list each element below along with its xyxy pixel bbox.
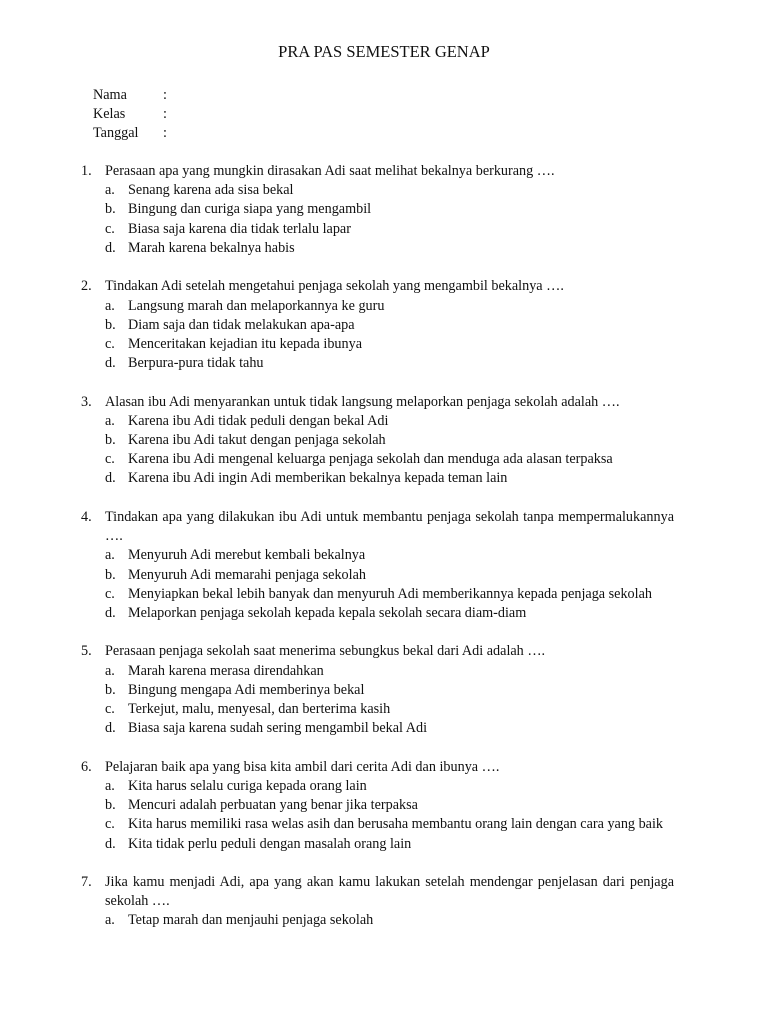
option-text: Karena ibu Adi ingin Adi memberikan bekalnya kepada teman lain <box>128 470 508 487</box>
option-text: Kita tidak perlu peduli dengan masalah orang lain <box>128 835 412 852</box>
answer-option <box>81 431 674 450</box>
identity-row-tanggal <box>93 124 167 143</box>
answer-option <box>81 604 674 623</box>
question-text: Tindakan apa yang dilakukan ibu Adi untuk membantu penjaga sekolah tanpa mempermalukannya …. <box>105 508 674 545</box>
answer-option <box>81 220 674 239</box>
document-title: PRA PAS SEMESTER GENAP <box>278 42 490 61</box>
option-text: Menyiapkan bekal lebih banyak dan menyuruh Adi memberikannya kepada penjaga sekolah <box>128 585 652 602</box>
option-letter: d. <box>105 470 116 487</box>
answer-option <box>81 719 674 738</box>
question-list <box>81 162 674 950</box>
option-text: Karena ibu Adi mengenal keluarga penjaga sekolah dan menduga ada alasan terpaksa <box>128 451 613 468</box>
question-text: Pelajaran baik apa yang bisa kita ambil dari cerita Adi dan ibunya …. <box>105 758 500 775</box>
answer-option <box>81 412 674 431</box>
option-text: Menyuruh Adi memarahi penjaga sekolah <box>128 566 366 583</box>
answer-option <box>81 700 674 719</box>
option-letter: b. <box>105 432 116 449</box>
identity-label: Kelas <box>93 106 126 123</box>
question-stem <box>81 873 674 911</box>
identity-label: Nama <box>93 87 127 103</box>
question-number: 7. <box>81 874 92 891</box>
question-item <box>81 277 674 373</box>
answer-option <box>81 200 674 219</box>
question-item <box>81 758 674 854</box>
question-stem <box>81 393 674 412</box>
answer-option <box>81 681 674 700</box>
option-letter: c. <box>105 451 115 468</box>
answer-option <box>81 546 674 565</box>
option-text: Biasa saja karena sudah sering mengambil bekal Adi <box>128 720 428 737</box>
option-letter: b. <box>105 566 116 583</box>
option-letter: a. <box>105 412 115 429</box>
answer-option <box>81 796 674 815</box>
option-letter: a. <box>105 777 115 794</box>
option-letter: c. <box>105 220 115 237</box>
option-letter: b. <box>105 201 116 218</box>
question-number: 5. <box>81 643 92 660</box>
option-letter: a. <box>105 912 115 929</box>
option-letter: c. <box>105 701 115 718</box>
identity-colon: : <box>163 125 167 142</box>
question-number: 3. <box>81 393 92 410</box>
option-text: Melaporkan penjaga sekolah kepada kepala sekolah secara diam-diam <box>128 604 527 621</box>
option-letter: d. <box>105 835 116 852</box>
identity-row-kelas <box>93 105 167 124</box>
option-text: Kita harus memiliki rasa welas asih dan berusaha membantu orang lain dengan cara yang baik <box>128 816 663 833</box>
question-item <box>81 873 674 931</box>
option-text: Langsung marah dan melaporkannya ke guru <box>128 297 385 314</box>
option-text: Biasa saja karena dia tidak terlalu lapar <box>128 220 351 237</box>
question-item <box>81 393 674 489</box>
option-text: Karena ibu Adi tidak peduli dengan bekal Adi <box>128 412 389 429</box>
option-letter: b. <box>105 681 116 698</box>
question-number: 1. <box>81 163 92 179</box>
option-letter: a. <box>105 662 115 679</box>
answer-option <box>81 585 674 604</box>
option-letter: d. <box>105 720 116 737</box>
option-letter: d. <box>105 239 116 256</box>
option-letter: c. <box>105 585 115 602</box>
option-text: Diam saja dan tidak melakukan apa-apa <box>128 316 355 333</box>
question-item <box>81 162 674 258</box>
option-letter: a. <box>105 297 115 314</box>
answer-option <box>81 239 674 258</box>
answer-option <box>81 566 674 585</box>
answer-option <box>81 354 674 373</box>
identity-block <box>93 86 167 144</box>
question-stem <box>81 508 674 546</box>
answer-option <box>81 911 674 930</box>
identity-colon: : <box>163 106 167 123</box>
answer-option <box>81 335 674 354</box>
question-number: 2. <box>81 278 92 295</box>
option-letter: b. <box>105 797 116 814</box>
answer-option <box>81 469 674 488</box>
option-text: Marah karena merasa direndahkan <box>128 662 324 679</box>
question-stem <box>81 162 674 181</box>
answer-option <box>81 181 674 200</box>
answer-option <box>81 815 674 834</box>
answer-option <box>81 316 674 335</box>
option-letter: d. <box>105 355 116 372</box>
question-text: Perasaan apa yang mungkin dirasakan Adi saat melihat bekalnya berkurang …. <box>105 163 555 179</box>
question-item <box>81 642 674 738</box>
answer-option <box>81 450 674 469</box>
option-text: Bingung mengapa Adi memberinya bekal <box>128 681 365 698</box>
question-number: 6. <box>81 758 92 775</box>
option-text: Tetap marah dan menjauhi penjaga sekolah <box>128 912 374 929</box>
option-text: Bingung dan curiga siapa yang mengambil <box>128 201 372 218</box>
question-text: Alasan ibu Adi menyarankan untuk tidak langsung melaporkan penjaga sekolah adalah …. <box>105 393 620 410</box>
identity-label: Tanggal <box>93 125 139 142</box>
question-text: Jika kamu menjadi Adi, apa yang akan kamu lakukan setelah mendengar penjelasan dari penjaga sekolah …. <box>105 874 674 910</box>
identity-row-nama <box>93 86 167 105</box>
question-text: Tindakan Adi setelah mengetahui penjaga sekolah yang mengambil bekalnya …. <box>105 278 564 295</box>
option-text: Berpura-pura tidak tahu <box>128 355 264 372</box>
answer-option <box>81 297 674 316</box>
question-stem <box>81 758 674 777</box>
question-stem <box>81 642 674 661</box>
option-text: Terkejut, malu, menyesal, dan berterima kasih <box>128 701 391 718</box>
option-text: Karena ibu Adi takut dengan penjaga sekolah <box>128 432 386 449</box>
option-text: Kita harus selalu curiga kepada orang lain <box>128 777 367 794</box>
answer-option <box>81 835 674 854</box>
question-item <box>81 508 674 623</box>
answer-option <box>81 777 674 796</box>
question-stem <box>81 277 674 296</box>
answer-option <box>81 662 674 681</box>
option-letter: c. <box>105 335 115 352</box>
option-text: Menceritakan kejadian itu kepada ibunya <box>128 335 362 352</box>
question-text: Perasaan penjaga sekolah saat menerima sebungkus bekal dari Adi adalah …. <box>105 643 546 660</box>
option-letter: a. <box>105 547 115 564</box>
question-number: 4. <box>81 508 92 525</box>
option-text: Senang karena ada sisa bekal <box>128 182 294 199</box>
option-text: Marah karena bekalnya habis <box>128 239 295 256</box>
option-letter: b. <box>105 316 116 333</box>
option-letter: c. <box>105 816 115 833</box>
option-text: Mencuri adalah perbuatan yang benar jika terpaksa <box>128 797 418 814</box>
identity-colon: : <box>163 87 167 103</box>
option-text: Menyuruh Adi merebut kembali bekalnya <box>128 547 366 564</box>
option-letter: a. <box>105 182 115 199</box>
option-letter: d. <box>105 604 116 621</box>
